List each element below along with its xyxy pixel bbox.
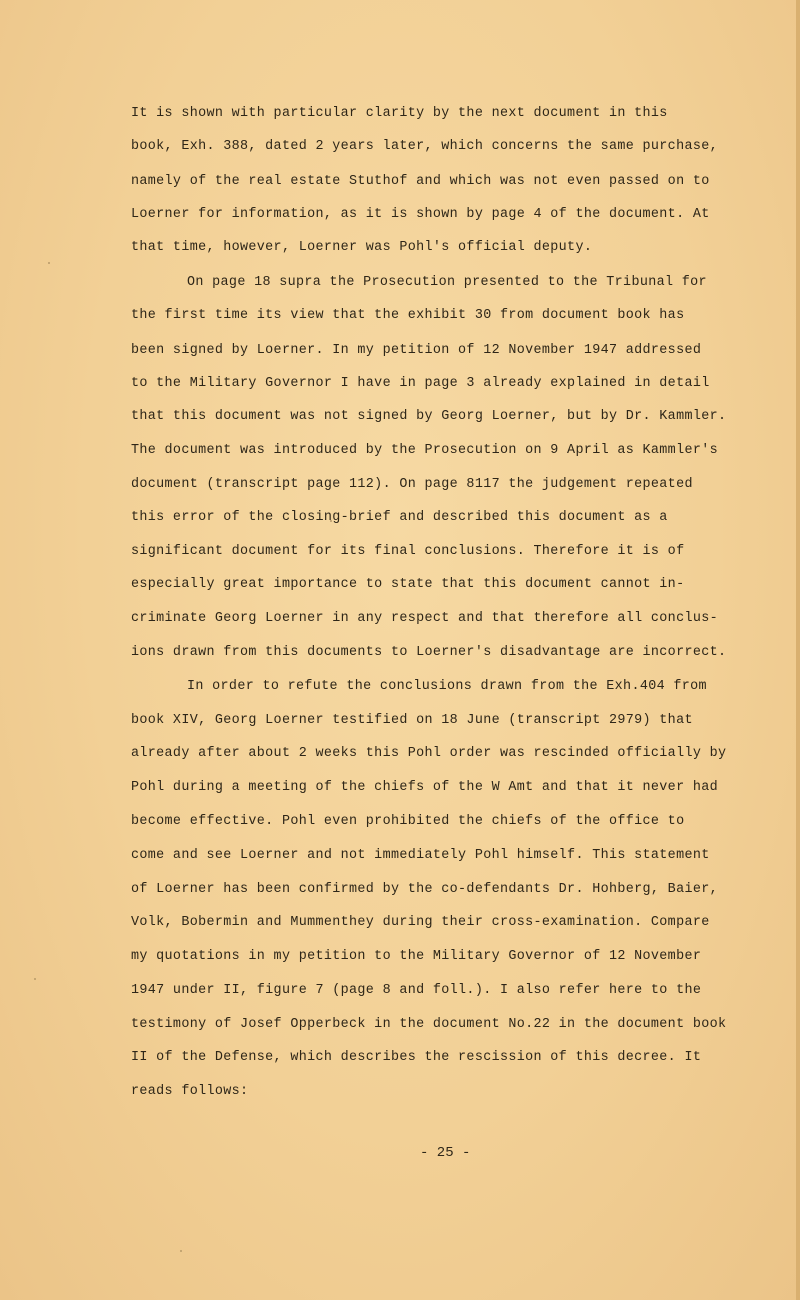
- paper-speck: [48, 262, 50, 264]
- text-line: Pohl during a meeting of the chiefs of the W Amt and that it never had: [131, 780, 718, 795]
- text-line: this error of the closing-brief and described this document as a: [131, 510, 668, 525]
- page-number: - 25 -: [420, 1145, 471, 1161]
- text-line: testimony of Josef Opperbeck in the document No.22 in the document book: [131, 1017, 727, 1032]
- text-line: reads follows:: [131, 1084, 249, 1099]
- text-line: already after about 2 weeks this Pohl order was rescinded officially by: [131, 746, 727, 761]
- text-line: been signed by Loerner. In my petition of 12 November 1947 addressed: [131, 343, 702, 358]
- text-line: the first time its view that the exhibit 30 from document book has: [131, 308, 685, 323]
- text-line: especially great importance to state that this document cannot in-: [131, 577, 685, 592]
- text-line: Loerner for information, as it is shown by page 4 of the document. At: [131, 207, 710, 222]
- text-line: criminate Georg Loerner in any respect and that therefore all conclus-: [131, 611, 718, 626]
- text-line: of Loerner has been confirmed by the co-defendants Dr. Hohberg, Baier,: [131, 882, 718, 897]
- text-line: my quotations in my petition to the Military Governor of 12 November: [131, 949, 702, 964]
- text-line: namely of the real estate Stuthof and which was not even passed on to: [131, 174, 710, 189]
- text-line: ions drawn from this documents to Loerner's disadvantage are incorrect.: [131, 645, 727, 660]
- text-line: The document was introduced by the Prosecution on 9 April as Kammler's: [131, 443, 718, 458]
- paper-speck: [34, 978, 36, 980]
- text-line: significant document for its final conclusions. Therefore it is of: [131, 544, 685, 559]
- text-line: that this document was not signed by Georg Loerner, but by Dr. Kammler.: [131, 409, 727, 424]
- text-line: book, Exh. 388, dated 2 years later, which concerns the same purchase,: [131, 139, 718, 154]
- text-line: 1947 under II, figure 7 (page 8 and foll.). I also refer here to the: [131, 983, 702, 998]
- text-line: that time, however, Loerner was Pohl's official deputy.: [131, 240, 593, 255]
- text-line: On page 18 supra the Prosecution presented to the Tribunal for: [187, 275, 707, 290]
- paper-speck: [180, 1250, 182, 1252]
- text-line: come and see Loerner and not immediately Pohl himself. This statement: [131, 848, 710, 863]
- text-line: In order to refute the conclusions drawn from the Exh.404 from: [187, 679, 707, 694]
- page-edge: [796, 0, 800, 1300]
- text-line: document (transcript page 112). On page 8117 the judgement repeated: [131, 477, 693, 492]
- text-line: It is shown with particular clarity by the next document in this: [131, 106, 668, 121]
- text-line: become effective. Pohl even prohibited the chiefs of the office to: [131, 814, 685, 829]
- text-line: to the Military Governor I have in page 3 already explained in detail: [131, 376, 710, 391]
- text-line: II of the Defense, which describes the rescission of this decree. It: [131, 1050, 702, 1065]
- text-line: book XIV, Georg Loerner testified on 18 June (transcript 2979) that: [131, 713, 693, 728]
- text-line: Volk, Bobermin and Mummenthey during their cross-examination. Compare: [131, 915, 710, 930]
